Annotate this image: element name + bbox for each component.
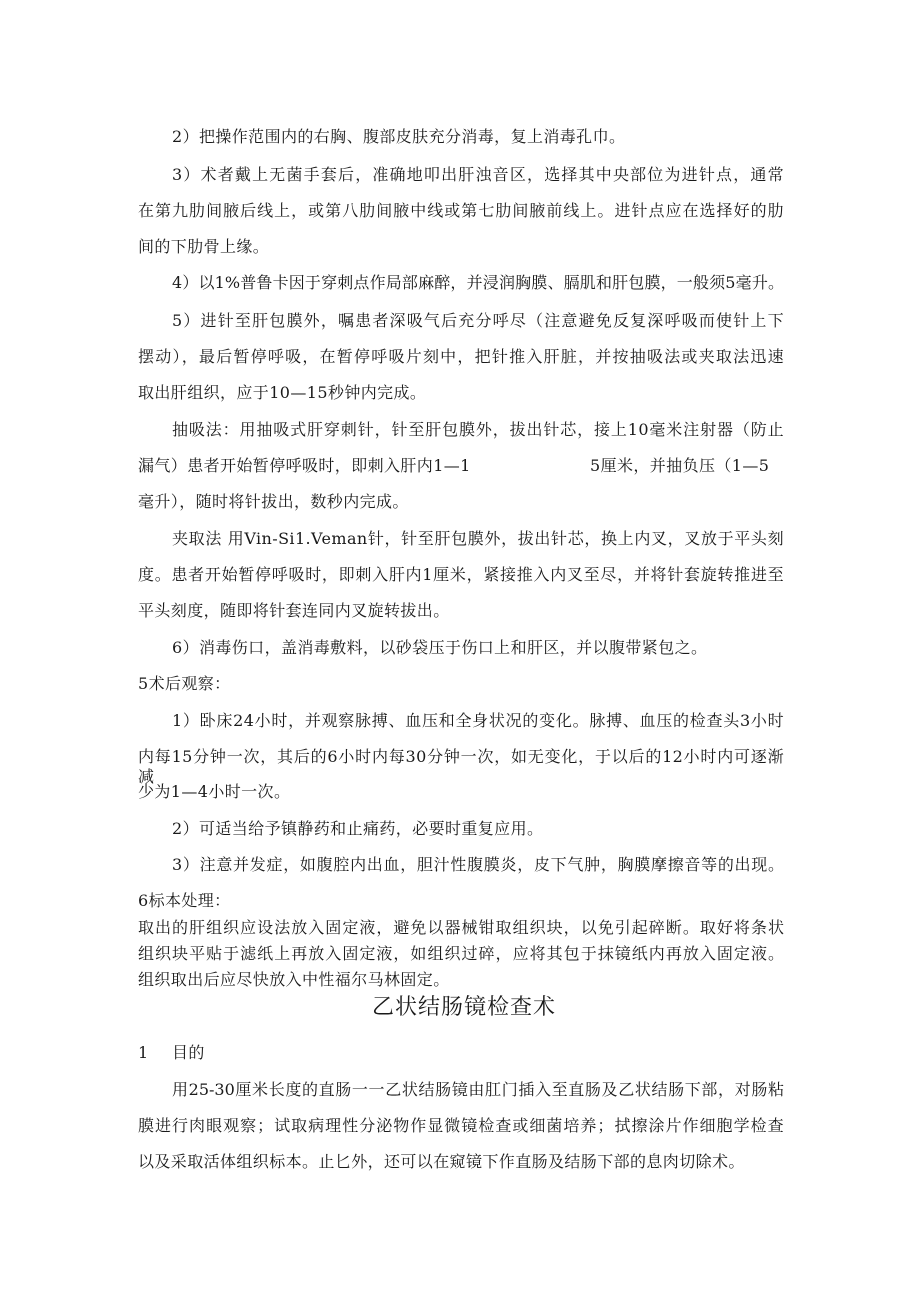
- text-line: 少为1—4小时一次。: [138, 782, 291, 801]
- text-line: 5）进针至肝包膜外，嘱患者深吸气后充分呼尽（注意避免反复深呼吸而使针上下: [172, 311, 784, 330]
- text-line: 以及采取活体组织标本。止匕外，还可以在窥镜下作直肠及结肠下部的息肉切除术。: [138, 1152, 745, 1171]
- text-line: 4）以1%普鲁卡因于穿刺点作局部麻醉，并浸润胸膜、膈肌和肝包膜，一般须5毫升。: [172, 273, 784, 292]
- text-line: 组织取出后应尽快放入中性福尔马林固定。: [138, 970, 450, 989]
- text-line: 3）术者戴上无菌手套后，准确地叩出肝浊音区，选择其中央部位为进针点，通常: [172, 165, 784, 184]
- text-line: 内每15分钟一次，其后的6小时内每30分钟一次，如无变化，于以后的12小时内可逐渐减: [138, 747, 784, 786]
- section-heading: 6标本处理：: [138, 891, 231, 910]
- text-line: 用25-30厘米长度的直肠一一乙状结肠镜由肛门插入至直肠及乙状结肠下部，对肠粘: [172, 1080, 784, 1099]
- text-line: 取出的肝组织应设法放入固定液，避免以器械钳取组织块，以免引起碎断。取好将条状: [138, 918, 784, 937]
- text-line: 6）消毒伤口，盖消毒敷料，以砂袋压于伤口上和肝区，并以腹带紧包之。: [172, 638, 708, 657]
- text-line: 3）注意并发症，如腹腔内出血，胆汁性腹膜炎，皮下气肿，胸膜摩擦音等的出现。: [172, 855, 784, 874]
- text-line: 度。患者开始暂停呼吸时，即刺入肝内1厘米，紧接推入内叉至尽，并将针套旋转推进至: [138, 565, 784, 584]
- heading-number: 1: [138, 1043, 149, 1062]
- text-line: 摆动），最后暂停呼吸，在暂停呼吸片刻中，把针推入肝脏，并按抽吸法或夹取法迅速: [138, 347, 784, 366]
- text-line: 组织块平贴于滤纸上再放入固定液，如组织过碎，应将其包于抹镜纸内再放入固定液。: [138, 944, 784, 963]
- text-line: 毫升），随时将针拔出，数秒内完成。: [138, 492, 409, 511]
- heading-text: 目的: [172, 1043, 205, 1062]
- text-line: 2）把操作范围内的右胸、腹部皮肤充分消毒，复上消毒孔巾。: [172, 127, 626, 146]
- text-line: 5厘米，并抽负压（1—5: [590, 456, 770, 475]
- text-line: 抽吸法：用抽吸式肝穿刺针，针至肝包膜外，拔出针芯，接上10毫米注射器（防止: [172, 420, 784, 439]
- section-title: 乙状结肠镜检查术: [372, 995, 557, 1020]
- text-line: 2）可适当给予镇静药和止痛药，必要时重复应用。: [172, 819, 544, 838]
- text-line: 夹取法 用Vin-Si1.Veman针，针至肝包膜外，拔出针芯，换上内叉，叉放于平头刻: [172, 529, 784, 548]
- text-line: 1）卧床24小时，并观察脉搏、血压和全身状况的变化。脉搏、血压的检查头3小时: [172, 711, 784, 730]
- text-line: 间的下肋骨上缘。: [138, 237, 270, 256]
- section-heading: 5术后观察：: [138, 674, 231, 693]
- text-line: 取出肝组织，应于10—15秒钟内完成。: [138, 383, 427, 402]
- text-line: 膜进行肉眼观察；试取病理性分泌物作显微镜检查或细菌培养；拭擦涂片作细胞学检查: [138, 1116, 784, 1135]
- text-line: 在第九肋间腋后线上，或第八肋间腋中线或第七肋间腋前线上。进针点应在选择好的肋: [138, 201, 784, 220]
- text-line: 平头刻度，随即将针套连同内叉旋转拔出。: [138, 601, 450, 620]
- text-line: 漏气）患者开始暂停呼吸时，即刺入肝内1—1: [138, 456, 471, 475]
